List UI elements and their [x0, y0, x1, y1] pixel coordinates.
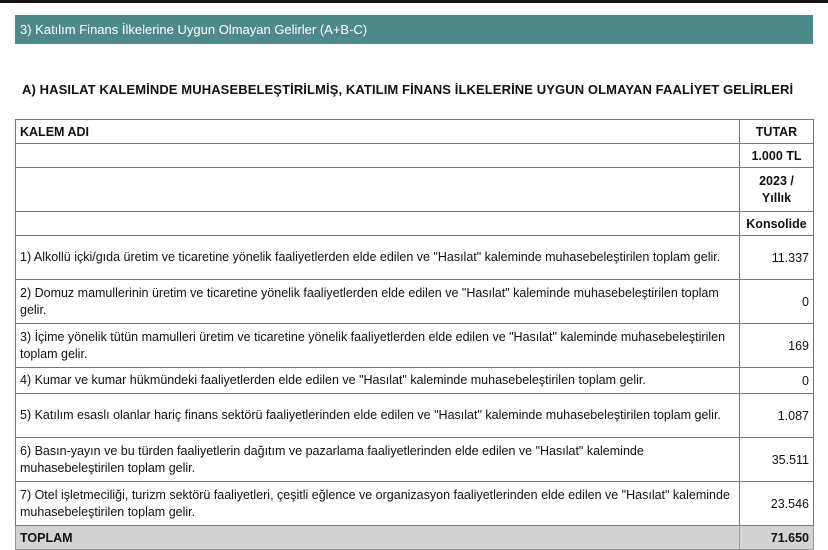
unit-row [16, 144, 814, 168]
row-value: 11.337 [740, 236, 814, 280]
table-header-row [16, 120, 814, 144]
row-value: 0 [740, 368, 814, 394]
scope-label: Konsolide [740, 212, 814, 236]
row-label: 1) Alkollü içki/gıda üretim ve ticaretine yönelik faaliyetlerden elde edilen ve "Hasılat" kaleminde muhasebeleştirilen toplam gelir. [16, 236, 740, 280]
table-row [16, 324, 814, 368]
period-label: 2023 / Yıllık [740, 168, 814, 212]
empty-cell [16, 168, 740, 212]
total-value: 71.650 [740, 526, 814, 550]
row-value: 1.087 [740, 394, 814, 438]
header-item-name: KALEM ADI [16, 120, 740, 144]
table-row [16, 482, 814, 526]
row-label: 6) Basın-yayın ve bu türden faaliyetlerin dağıtım ve pazarlama faaliyetlerinden elde edilen ve "Hasılat" kaleminde muhasebeleştirilen toplam gelir. [16, 438, 740, 482]
row-label: 7) Otel işletmeciliği, turizm sektörü faaliyetleri, çeşitli eğlence ve organizasyon faaliyetlerinden elde edilen ve "Hasılat" kaleminde muhasebeleştirilen toplam gelir. [16, 482, 740, 526]
top-border [0, 0, 828, 3]
header-amount: TUTAR [740, 120, 814, 144]
table-row [16, 368, 814, 394]
income-table [15, 119, 814, 550]
table-row [16, 394, 814, 438]
total-label: TOPLAM [16, 526, 740, 550]
empty-cell [16, 144, 740, 168]
row-value: 23.546 [740, 482, 814, 526]
table-row [16, 280, 814, 324]
row-label: 2) Domuz mamullerinin üretim ve ticaretine yönelik faaliyetlerden elde edilen ve "Hasılat" kaleminde muhasebeleştirilen toplam gelir. [16, 280, 740, 324]
unit-label: 1.000 TL [740, 144, 814, 168]
scope-row [16, 212, 814, 236]
row-label: 3) İçime yönelik tütün mamulleri üretim ve ticaretine yönelik faaliyetlerden elde edilen ve "Hasılat" kaleminde muhasebeleştirilen toplam gelir. [16, 324, 740, 368]
row-label: 5) Katılım esaslı olanlar hariç finans sektörü faaliyetlerinden elde edilen ve "Hasılat" kaleminde muhasebeleştirilen toplam gelir. [16, 394, 740, 438]
table-row [16, 236, 814, 280]
row-value: 169 [740, 324, 814, 368]
section-banner: 3) Katılım Finans İlkelerine Uygun Olmayan Gelirler (A+B-C) [15, 15, 813, 44]
period-row [16, 168, 814, 212]
row-label: 4) Kumar ve kumar hükmündeki faaliyetlerden elde edilen ve "Hasılat" kaleminde muhasebeleştirilen toplam gelir. [16, 368, 740, 394]
row-value: 35.511 [740, 438, 814, 482]
section-title: A) HASILAT KALEMİNDE MUHASEBELEŞTİRİLMİŞ, KATILIM FİNANS İLKELERİNE UYGUN OLMAYAN FAALİYET GELİRLERİ [22, 82, 794, 97]
empty-cell [16, 212, 740, 236]
row-value: 0 [740, 280, 814, 324]
table-row [16, 438, 814, 482]
